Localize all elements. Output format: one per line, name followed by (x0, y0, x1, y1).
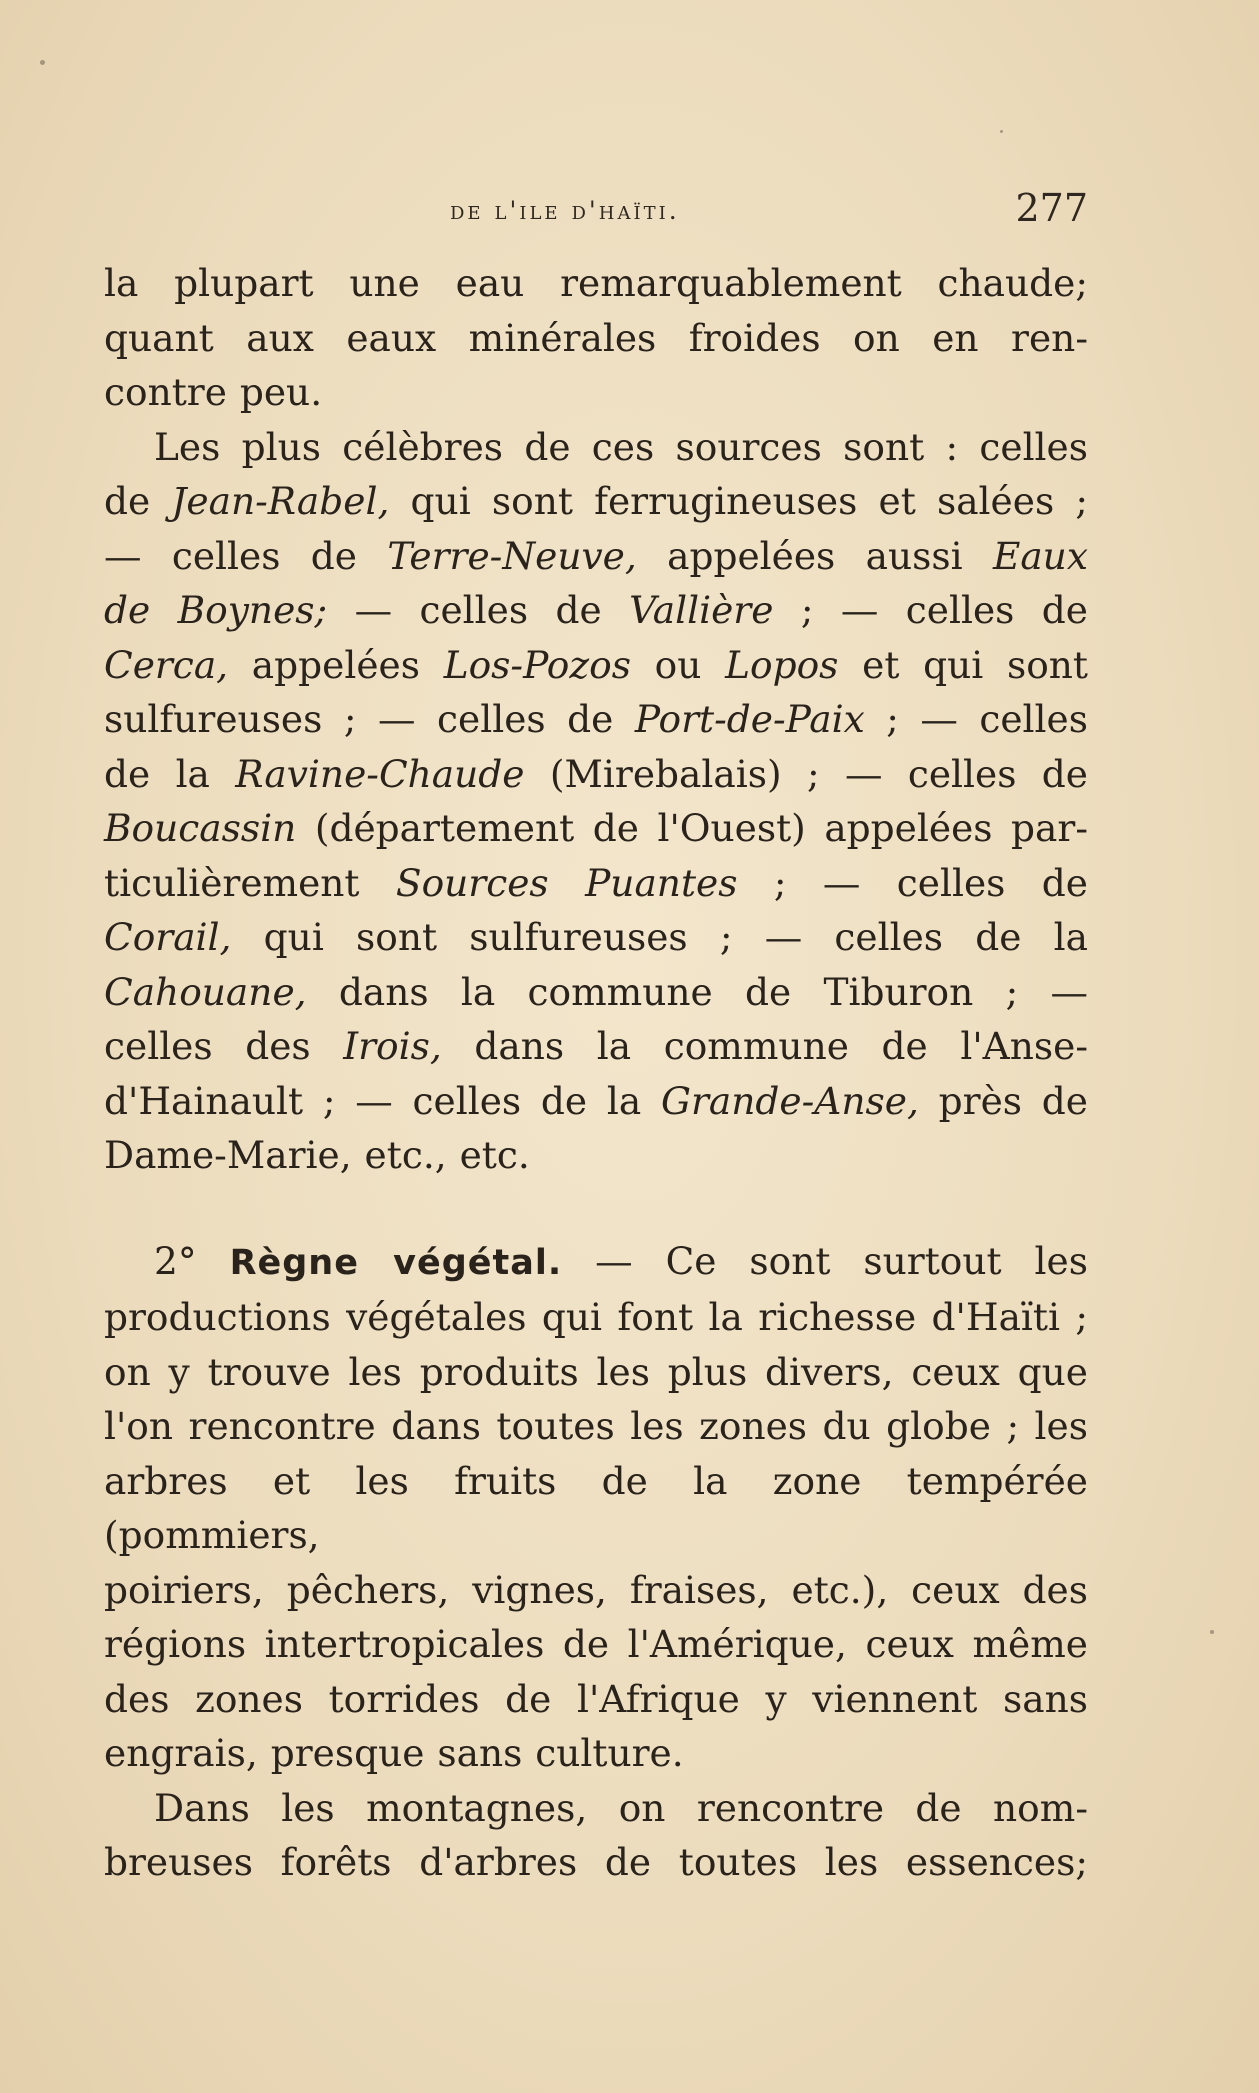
place-name: Boucassin (104, 806, 297, 850)
text-line: de Jean-Rabel, qui sont ferrugineuses et salées ; (104, 479, 1088, 523)
text-line: des zones torrides de l'Afrique y viennent sans (104, 1676, 1088, 1721)
text-line: Boucassin (département de l'Ouest) appelées par- (104, 806, 1088, 850)
text-line: quant aux eaux minérales froides on en ren- (104, 315, 1088, 360)
place-name: de Boynes; (104, 588, 328, 632)
text-line: de Boynes; — celles de Vallière ; — celles de (104, 588, 1088, 632)
text-line: breuses forêts d'arbres de toutes les essences; (104, 1840, 1088, 1884)
text-line: la plupart une eau remarquablement chaude; (104, 261, 1088, 305)
text-line: Corail, qui sont sulfureuses ; — celles de la (104, 915, 1088, 959)
place-name: Port-de-Paix (634, 697, 865, 741)
text-line: sulfureuses ; — celles de Port-de-Paix ; — celles (104, 697, 1088, 741)
text-line: de la Ravine-Chaude (Mirebalais) ; — celles de (104, 751, 1089, 796)
page-number: 277 (1015, 186, 1088, 230)
text-line: Dame-Marie, etc., etc. (104, 1133, 530, 1177)
text-line: productions végétales qui font la richesse d'Haïti ; (104, 1295, 1088, 1339)
place-name: Irois, (343, 1024, 442, 1068)
section-heading: Règne végétal. (229, 1242, 563, 1283)
place-name: Jean-Rabel, (171, 479, 390, 523)
paper-speck (1210, 1630, 1214, 1634)
text-line: arbres et les fruits de la zone tempérée (pommiers, (104, 1458, 1088, 1557)
text-line: 2° Règne végétal. — Ce sont surtout les (154, 1238, 1088, 1283)
place-name: Los-Pozos (443, 642, 631, 687)
text-line: contre peu. (104, 370, 323, 414)
text-line: Cerca, appelées Los-Pozos ou Lopos et qui sont (104, 642, 1088, 687)
text-line: Cahouane, dans la commune de Tiburon ; — (104, 969, 1088, 1014)
text-line: — celles de Terre-Neuve, appelées aussi Eaux (104, 533, 1088, 578)
place-name: Sources Puantes (395, 860, 738, 905)
paragraph-2 (104, 420, 1088, 1183)
paragraph-3 (104, 1234, 1088, 1781)
paper-speck (1000, 130, 1003, 133)
section-gap (104, 1183, 1088, 1234)
text-line: l'on rencontre dans toutes les zones du globe ; les (104, 1404, 1088, 1448)
text-line: Dans les montagnes, on rencontre de nom- (154, 1785, 1088, 1830)
place-name: Cerca, (104, 642, 229, 687)
place-name: Terre-Neuve, (387, 533, 637, 578)
text-line: celles des Irois, dans la commune de l'Anse- (104, 1024, 1088, 1068)
place-name: Vallière (629, 588, 774, 632)
text-line: poiriers, pêchers, vignes, fraises, etc.), ceux des (104, 1567, 1088, 1612)
text-line: d'Hainault ; — celles de la Grande-Anse, près de (104, 1078, 1088, 1123)
text-line: ticulièrement Sources Puantes ; — celles de (104, 860, 1088, 905)
paragraph-4 (104, 1781, 1088, 1890)
place-name: Eaux (992, 533, 1088, 578)
page-header (104, 186, 1088, 238)
place-name: Ravine-Chaude (235, 751, 525, 796)
text-line: on y trouve les produits les plus divers, ceux que (104, 1349, 1088, 1394)
place-name: Lopos (725, 642, 839, 687)
running-head: de l'ile d'haïti. (450, 196, 680, 225)
paragraph-1 (104, 256, 1088, 420)
paper-speck (40, 60, 45, 65)
place-name: Grande-Anse, (661, 1078, 919, 1123)
body-text (104, 256, 1088, 1890)
place-name: Cahouane, (104, 969, 307, 1014)
place-name: Corail, (104, 915, 232, 959)
text-line: Les plus célèbres de ces sources sont : celles (154, 424, 1088, 469)
text-line: régions intertropicales de l'Amérique, ceux même (104, 1622, 1088, 1666)
text-line: engrais, presque sans culture. (104, 1731, 684, 1775)
